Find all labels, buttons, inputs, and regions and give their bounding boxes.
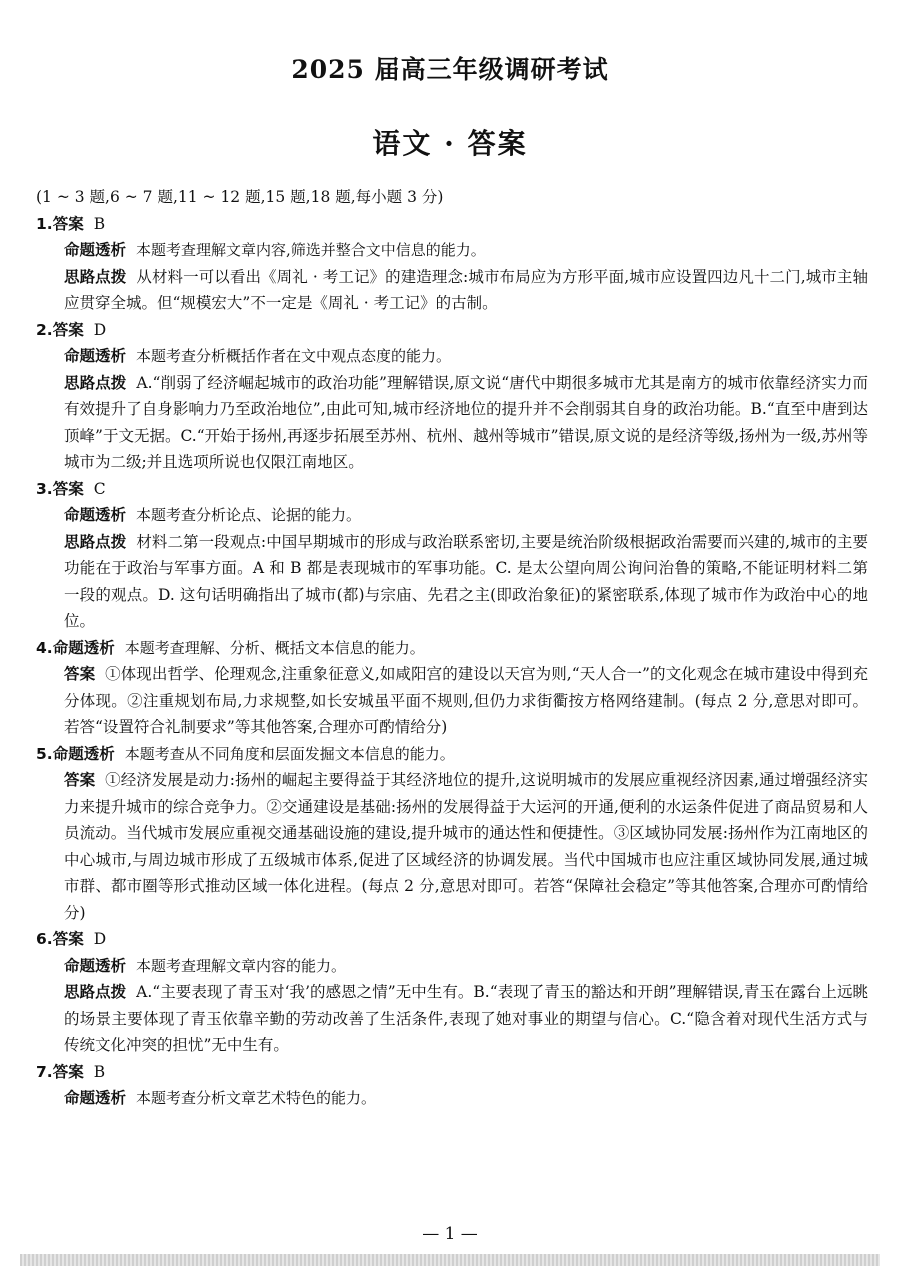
- intent-text: 本题考查理解文章内容的能力。: [136, 956, 347, 975]
- answer-label: 答案: [52, 214, 84, 233]
- intent-label: 命题透析: [64, 1089, 127, 1107]
- q3-answer-row: [36, 476, 868, 503]
- answer-value: D: [93, 320, 107, 339]
- answer-label: 答案: [52, 479, 84, 498]
- question-number: 3.: [36, 479, 53, 498]
- question-number: 2.: [36, 320, 53, 339]
- hint-label: 思路点拨: [64, 532, 127, 551]
- intent-label: 命题透析: [52, 638, 115, 657]
- q3-intent-row: [36, 502, 868, 529]
- intent-text: 本题考查分析文章艺术特色的能力。: [136, 1089, 377, 1107]
- answer-label: 答案: [64, 771, 96, 789]
- intent-text: 本题考查分析概括作者在文中观点态度的能力。: [136, 347, 452, 365]
- page-number: — 1 —: [422, 1224, 478, 1244]
- q6-hint-row: [36, 979, 868, 1059]
- intent-text: 本题考查从不同角度和层面发掘文本信息的能力。: [124, 744, 455, 763]
- q6-answer-row: [36, 926, 868, 953]
- question-number: 6.: [36, 930, 53, 948]
- q6-intent-row: [36, 953, 868, 980]
- q5-intent-row: [36, 741, 868, 768]
- hint-text: 材料二第一段观点:中国早期城市的形成与政治联系密切,主要是统治阶级根据政治需要而兴建的,城市的主要功能在于政治与军事方面。A 和 B 都是表现城市的军事功能。C. 是太公望向周公询问治鲁的策略,不能证明材料二第一段的观点。D. 这句话明确指出了城市(都)与宗庙、先君之主(即政治象征)的紧密联系,体现了城市作为政治中心的地位。: [64, 532, 868, 630]
- intent-text: 本题考查理解、分析、概括文本信息的能力。: [124, 638, 425, 657]
- q1-intent-row: [36, 237, 868, 264]
- q1-answer-row: [36, 211, 868, 238]
- hint-label: 思路点拨: [64, 983, 127, 1001]
- scoring-note: (1 ~ 3 题,6 ~ 7 题,11 ~ 12 题,15 题,18 题,每小题 3 分): [36, 188, 444, 206]
- intent-label: 命题透析: [64, 956, 127, 975]
- q2-hint-row: [36, 370, 868, 476]
- answer-key-title: 语文 · 答案: [372, 127, 528, 160]
- question-number: 1.: [36, 214, 53, 233]
- hint-text: 从材料一可以看出《周礼 · 考工记》的建造理念:城市布局应为方形平面,城市应设置四边凡十二门,城市主轴应贯穿全城。但“规模宏大”不一定是《周礼 · 考工记》的古制。: [64, 267, 868, 312]
- question-number: 7.: [36, 1062, 53, 1081]
- answer-text: ①经济发展是动力:扬州的崛起主要得益于其经济地位的提升,这说明城市的发展应重视经济因素,通过增强经济实力来提升城市的综合竞争力。②交通建设是基础:扬州的发展得益于大运河的开通,便利的水运条件促进了商品贸易和人员流动。当代城市发展应重视交通基础设施的建设,提升城市的通达性和便捷性。③区域协同发展:扬州作为江南地区的中心城市,与周边城市形成了五级城市体系,促进了区域经济的协调发展。当代中国城市也应注重区域协同发展,通过城市群、都市圈等形式推动区域一体化进程。(每点 2 分,意思对即可。若答“保障社会稳定”等其他答案,合理亦可酌情给分): [64, 771, 868, 922]
- q2-answer-row: [36, 317, 868, 344]
- q5-answer-row: [36, 767, 868, 926]
- answer-value: C: [93, 479, 106, 498]
- answer-label: 答案: [52, 1062, 84, 1081]
- answer-content: [36, 184, 868, 1112]
- hint-label: 思路点拨: [64, 267, 127, 286]
- question-number: 4.: [36, 638, 53, 657]
- answer-label: 答案: [52, 320, 84, 339]
- q1-hint-row: [36, 264, 868, 317]
- intent-text: 本题考查理解文章内容,筛选并整合文中信息的能力。: [136, 241, 486, 259]
- q7-answer-row: [36, 1059, 868, 1086]
- exam-title: 2025 届高三年级调研考试: [291, 55, 609, 84]
- intent-label: 命题透析: [64, 347, 127, 365]
- q4-intent-row: [36, 635, 868, 662]
- answer-label: 答案: [52, 930, 84, 948]
- q4-answer-row: [36, 661, 868, 741]
- scan-edge-divider: [20, 1254, 880, 1266]
- intent-label: 命题透析: [52, 744, 115, 763]
- intent-label: 命题透析: [64, 506, 127, 524]
- answer-value: B: [93, 214, 106, 233]
- answer-text: ①体现出哲学、伦理观念,注重象征意义,如咸阳宫的建设以天宫为则,“天人合一”的文化观念在城市建设中得到充分体现。②注重规划布局,力求规整,如长安城虽平面不规则,但仍力求街衢按方格网络建制。(每点 2 分,意思对即可。若答“设置符合礼制要求”等其他答案,合理亦可酌情给分): [64, 665, 868, 736]
- hint-text: A.“主要表现了青玉对‘我’的感恩之情”无中生有。B.“表现了青玉的豁达和开朗”理解错误,青玉在露台上远眺的场景主要体现了青玉依靠辛勤的劳动改善了生活条件,表现了她对事业的期望与信心。C.“隐含着对现代生活方式与传统文化冲突的担忧”无中生有。: [64, 983, 868, 1054]
- question-number: 5.: [36, 744, 53, 763]
- intent-label: 命题透析: [64, 241, 127, 259]
- answer-label: 答案: [64, 665, 96, 683]
- q2-intent-row: [36, 343, 868, 370]
- answer-value: B: [93, 1062, 106, 1081]
- q7-intent-row: [36, 1085, 868, 1112]
- hint-label: 思路点拨: [64, 373, 127, 392]
- answer-value: D: [93, 930, 107, 948]
- hint-text: A.“削弱了经济崛起城市的政治功能”理解错误,原文说“唐代中期很多城市尤其是南方的城市依靠经济实力而有效提升了自身影响力乃至政治地位”,由此可知,城市经济地位的提升并不会削弱其自身的政治功能。B.“直至中唐到达顶峰”于文无据。C.“开始于扬州,再逐步拓展至苏州、杭州、越州等城市”错误,原文说的是经济等级,扬州为一级,苏州等城市为二级;并且选项所说也仅限江南地区。: [64, 373, 868, 471]
- q3-hint-row: [36, 529, 868, 635]
- intent-text: 本题考查分析论点、论据的能力。: [136, 506, 362, 524]
